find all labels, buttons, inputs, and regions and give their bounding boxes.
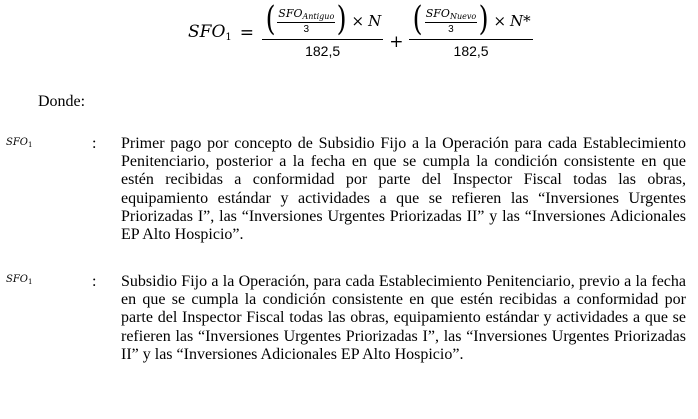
- definition-colon: :: [92, 135, 97, 152]
- definition-symbol-text: SFO: [6, 274, 28, 285]
- times-sign: ×: [493, 12, 507, 30]
- definition-symbol: [6, 137, 32, 149]
- donde-label: Donde:: [38, 93, 86, 110]
- definition-symbol: [6, 274, 32, 286]
- open-paren: (: [413, 0, 424, 39]
- lhs-symbol: SFO: [188, 22, 226, 42]
- inner-denominator-nuevo: 3: [448, 24, 454, 35]
- definition-text: Subsidio Fijo a la Operación, para cada Establecimiento Penitenciario, previo a la fecha en que se cumpla la condición consistente en que estén recibidas a conformidad por parte del Inspector Fiscal todas las obras, equipamiento estándar y actividades a que se refieren las “Inversiones Urgentes Priorizadas I”, las “Inversiones Urgentes Priorizadas II” y las “Inversiones Adicionales EP Alto Hospicio”.: [121, 273, 686, 363]
- close-paren: ): [478, 0, 489, 39]
- times-sign: ×: [351, 12, 365, 30]
- lhs-subscript: 1: [225, 32, 232, 43]
- inner-denominator-antiguo: 3: [303, 24, 310, 35]
- definition-colon: :: [92, 273, 97, 290]
- fraction-nuevo: [409, 0, 532, 59]
- definition-text: Primer pago por concepto de Subsidio Fijo a la Operación para cada Establecimiento Penitenciario, posterior a la fecha en que se cumpla la condición consistente en que estén recibidas a conformidad por parte del Inspector Fiscal todas las obras, equipamiento estándar y actividades a que se refieren las “Inversiones Urgentes Priorizadas I”, las “Inversiones Urgentes Priorizadas II” y las “Inversiones Adicionales EP Alto Hospicio”.: [121, 135, 686, 244]
- fraction-antiguo: [262, 0, 383, 59]
- fraction-nuevo-numerator: [409, 0, 532, 39]
- inner-numerator-antiguo: [277, 7, 335, 22]
- inner-numerator-nuevo: [425, 7, 477, 22]
- open-paren: (: [265, 0, 276, 39]
- sfo-formula: [188, 0, 533, 59]
- antiguo-subscript: Antiguo: [302, 12, 335, 21]
- nuevo-subscript: Nuevo: [449, 12, 477, 21]
- denominator-nuevo: 182,5: [453, 43, 489, 59]
- definition-symbol-subscript: 1: [28, 141, 33, 149]
- denominator-antiguo: 182,5: [305, 43, 341, 59]
- equals-sign: =: [239, 22, 255, 43]
- sfo-symbol: SFO: [425, 7, 450, 20]
- close-paren: ): [336, 0, 347, 39]
- fraction-antiguo-numerator: [262, 0, 383, 39]
- plus-sign: +: [389, 31, 404, 52]
- sfo-symbol: SFO: [278, 7, 303, 20]
- multiplier-n-star: N*: [510, 12, 531, 30]
- inner-fraction-nuevo: [425, 7, 477, 35]
- multiplier-n: N: [368, 12, 382, 30]
- formula-lhs: [188, 22, 232, 43]
- definition-symbol-subscript: 1: [28, 278, 33, 286]
- definition-symbol-text: SFO: [6, 137, 28, 148]
- inner-fraction-antiguo: [277, 7, 335, 35]
